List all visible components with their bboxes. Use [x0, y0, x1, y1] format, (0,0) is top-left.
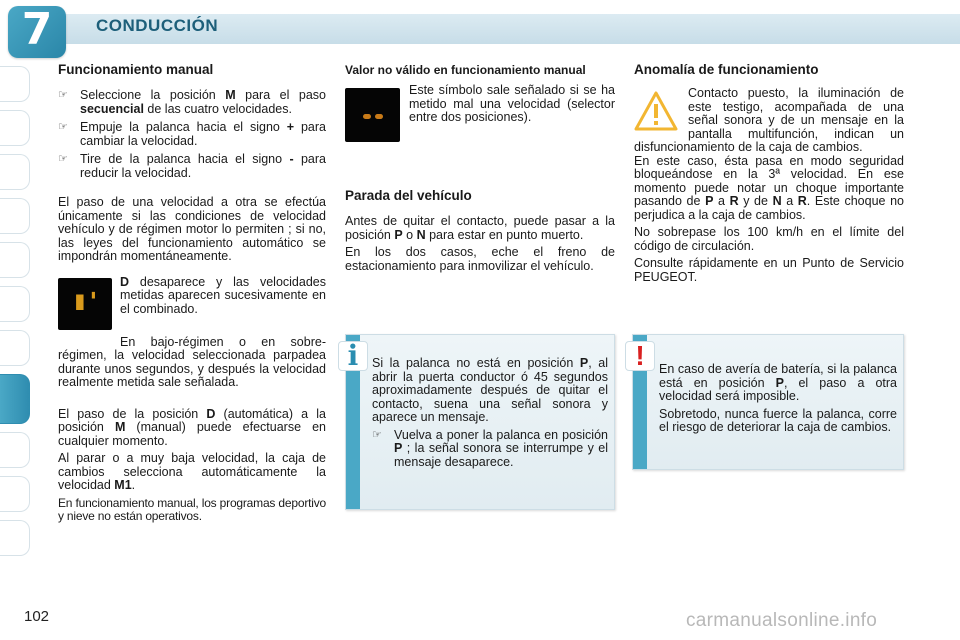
paragraph: El paso de una velocidad a otra se efectúa únicamente si las condiciones de velocidad vehículo y de régimen motor lo permiten ; si no, las leyes del funcionamiento automático se impondrán momentáneamente. — [58, 195, 326, 263]
chapter-tab[interactable] — [0, 432, 30, 468]
chapter-number: 7 — [21, 4, 53, 55]
paragraph: Antes de quitar el contacto, puede pasar a la posición P o N para estar en punto muerto. — [345, 214, 615, 242]
invalid-gear-image — [345, 88, 400, 142]
paragraph: No sobrepase los 100 km/h en el límite del código de circulación. — [634, 225, 904, 253]
list-item: ☞ Empuje la palanca hacia el signo + para cambiar la velocidad. — [58, 120, 326, 148]
chapter-tab[interactable] — [0, 330, 30, 366]
paragraph: Contacto puesto, la iluminación de este testigo, acompañada de una señal sonora y de un mensaje en la pantalla multifunción, indican un disfuncionamiento de la caja de cambios. — [634, 86, 904, 154]
list-item: ☞ Tire de la palanca hacia el signo - para reducir la velocidad. — [58, 152, 326, 180]
alert-icon: ! — [625, 341, 655, 371]
paragraph: D desaparece y las velocidades metidas aparecen sucesivamente en el combinado. — [120, 274, 326, 316]
chapter-title: CONDUCCIÓN — [96, 16, 219, 35]
paragraph: Este símbolo sale señalado si se ha metido mal una velocidad (selector entre dos posiciones). — [409, 83, 615, 124]
chapter-tab-active[interactable] — [0, 374, 30, 424]
chapter-tab[interactable] — [0, 66, 30, 102]
chapter-tab[interactable] — [0, 286, 30, 322]
gear-indicator-glyph: ▮ — [90, 287, 97, 301]
paragraph: En los dos casos, eche el freno de estacionamiento para inmovilizar el vehículo. — [345, 245, 615, 273]
hand-pointer-icon: ☞ — [58, 89, 68, 101]
gear-display-image — [58, 278, 112, 330]
section-title-stop: Parada del vehículo — [345, 188, 472, 203]
chapter-tab[interactable] — [0, 242, 30, 278]
column-invalid-and-stop — [345, 64, 615, 273]
hand-pointer-icon: ☞ — [58, 153, 68, 165]
paragraph: En funcionamiento manual, los programas deportivo y nieve no están operativos. — [58, 495, 326, 523]
list-item: ☞ Seleccione la posición M para el paso secuencial de las cuatro velocidades. — [58, 88, 326, 116]
section-title-manual: Funcionamiento manual — [58, 62, 214, 77]
watermark: carmanualsonline.info — [686, 610, 878, 631]
warning-triangle-icon — [634, 91, 678, 131]
gear-indicator-glyph: ▮ — [72, 285, 88, 316]
info-icon: i — [338, 341, 368, 371]
paragraph: En bajo-régimen o en sobre-régimen, la velocidad seleccionada parpadea durante unos segundos, y después la velocidad realmente metida sale señalada. — [58, 334, 326, 389]
paragraph: Si la palanca no está en posición P, al abrir la puerta conductor ó 45 segundos aproximadamente después de quitar el contacto, suena una señal sonora y aparece un mensaje. — [372, 356, 608, 424]
paragraph: Sobretodo, nunca fuerce la palanca, corre el riesgo de deteriorar la caja de cambios. — [659, 406, 897, 434]
chapter-tab[interactable] — [0, 476, 30, 512]
chapter-tab[interactable] — [0, 198, 30, 234]
paragraph: En caso de avería de batería, si la palanca está en posición P, el paso a otra velocidad será imposible. — [659, 362, 897, 403]
paragraph: En este caso, ésta pasa en modo seguridad bloqueándose en la 3ª velocidad. En ese momento puede notar un choque importante pasando de P a R y de N a R. Este choque no perjudica a la caja de cambios. — [634, 153, 904, 222]
list-item: ☞ Vuelva a poner la palanca en posición P ; la señal sonora se interrumpe y el mensaje desaparece. — [372, 427, 608, 469]
chapter-tabs — [0, 66, 30, 564]
indicator-dot — [375, 114, 383, 119]
indicator-dot — [363, 114, 371, 119]
hand-pointer-icon: ☞ — [58, 121, 68, 133]
invalid-symbol-block — [345, 84, 615, 146]
chapter-tab[interactable] — [0, 154, 30, 190]
paragraph: Consulte rápidamente en un Punto de Servicio PEUGEOT. — [634, 256, 904, 284]
paragraph: El paso de la posición D (automática) a la posición M (manual) puede efectuarse en cualquier momento. — [58, 406, 326, 448]
malfunction-block — [634, 87, 904, 155]
info-callout — [345, 334, 615, 510]
warning-callout — [632, 334, 904, 470]
chapter-tab[interactable] — [0, 110, 30, 146]
gear-display-block — [58, 276, 326, 334]
column-manual-mode — [58, 62, 326, 524]
hand-pointer-icon: ☞ — [372, 428, 382, 441]
column-malfunction — [634, 62, 904, 284]
section-title-malfunction: Anomalía de funcionamiento — [634, 62, 819, 77]
paragraph: Al parar o a muy baja velocidad, la caja de cambios selecciona automáticamente la velocidad M1. — [58, 451, 326, 492]
section-title-invalid: Valor no válido en funcionamiento manual — [345, 63, 586, 77]
chapter-tab[interactable] — [0, 520, 30, 556]
page-number: 102 — [24, 608, 50, 625]
